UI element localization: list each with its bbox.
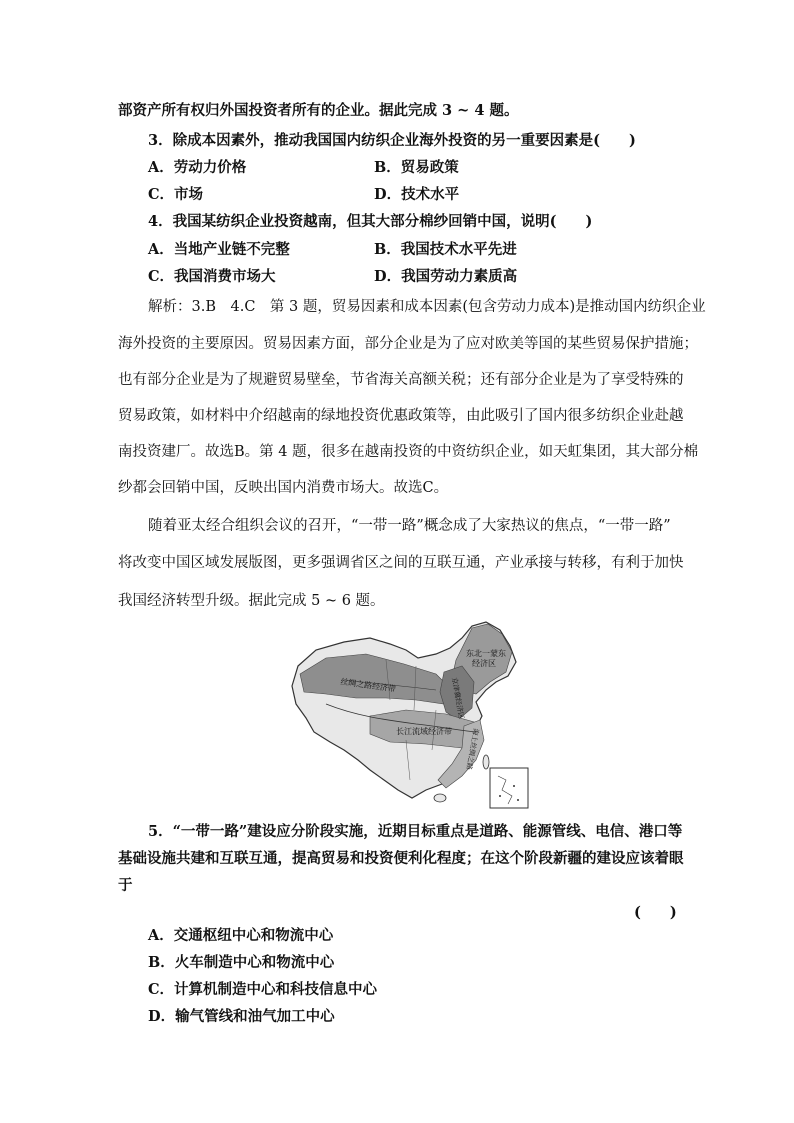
passage-line: 随着亚太经合组织会议的召开，“一带一路”概念成了大家热议的焦点，“一带一路” xyxy=(148,518,671,534)
map-label-northeast-2: 经济区 xyxy=(472,659,496,668)
q3-option-a: A．劳动力价格 xyxy=(148,159,247,176)
hainan-island xyxy=(434,794,446,802)
analysis-line: 也有部分企业是为了规避贸易壁垒，节省海关高额关税；还有部分企业是为了享受特殊的 xyxy=(118,372,684,388)
china-economic-belt-map xyxy=(286,620,536,810)
passage-line: 我国经济转型升级。据此完成 5 ~ 6 题。 xyxy=(118,593,385,609)
q5-answer-paren: ( ) xyxy=(634,904,677,921)
map-label-silk-road: 丝绸之路经济带 xyxy=(339,677,397,694)
q5-option-a: A．交通枢纽中心和物流中心 xyxy=(148,927,334,944)
q3-option-d: D．技术水平 xyxy=(374,186,460,203)
q5-stem-line: 5．“一带一路”建设应分阶段实施，近期目标重点是道路、能源管线、电信、港口等 xyxy=(148,823,683,840)
q4-option-d: D．我国劳动力素质高 xyxy=(374,268,518,285)
map-label-yangtze: 长江流域经济带 xyxy=(396,727,452,736)
q5-stem-line: 基础设施共建和互联互通，提高贸易和投资便利化程度；在这个阶段新疆的建设应该着眼 xyxy=(118,850,684,867)
q5-option-c: C．计算机制造中心和科技信息中心 xyxy=(148,981,378,998)
q4-option-c: C．我国消费市场大 xyxy=(148,268,276,285)
q4-option-b: B．我国技术水平先进 xyxy=(374,241,517,258)
q5-stem-line: 于 xyxy=(118,877,133,894)
q5-option-b: B．火车制造中心和物流中心 xyxy=(148,954,335,971)
q3-option-b: B．贸易政策 xyxy=(374,159,459,176)
analysis-line: 解析：3.B 4.C 第 3 题，贸易因素和成本因素(包含劳动力成本)是推动国内纺织企业 xyxy=(148,299,706,315)
analysis-line: 贸易政策，如材料中介绍越南的绿地投资优惠政策等，由此吸引了国内很多纺织企业赴越 xyxy=(118,408,684,424)
passage-line: 将改变中国区域发展版图，更多强调省区之间的互联互通，产业承接与转移，有利于加快 xyxy=(118,555,684,571)
q4-stem: 4．我国某纺织企业投资越南，但其大部分棉纱回销中国，说明( ) xyxy=(148,213,593,230)
taiwan-island xyxy=(483,755,489,769)
q3-option-c: C．市场 xyxy=(148,186,204,203)
analysis-line: 纱都会回销中国，反映出国内消费市场大。故选C。 xyxy=(118,480,449,496)
q4-option-a: A．当地产业链不完整 xyxy=(148,241,290,258)
intro-line: 部资产所有权归外国投资者所有的企业。据此完成 3 ~ 4 题。 xyxy=(118,102,519,119)
analysis-line: 海外投资的主要原因。贸易因素方面，部分企业是为了应对欧美等国的某些贸易保护措施； xyxy=(118,336,698,352)
map-label-maritime: 海上丝绸之路 xyxy=(464,727,480,771)
map-label-northeast: 东北一蒙东 xyxy=(466,649,506,658)
map-label-jingjinji: 京津冀经济区 xyxy=(450,676,466,720)
q3-stem: 3．除成本因素外，推动我国国内纺织企业海外投资的另一重要因素是( ) xyxy=(148,132,636,149)
q5-option-d: D．输气管线和油气加工中心 xyxy=(148,1008,335,1025)
analysis-line: 南投资建厂。故选B。第 4 题，很多在越南投资的中资纺织企业，如天虹集团，其大部分棉 xyxy=(118,444,699,460)
